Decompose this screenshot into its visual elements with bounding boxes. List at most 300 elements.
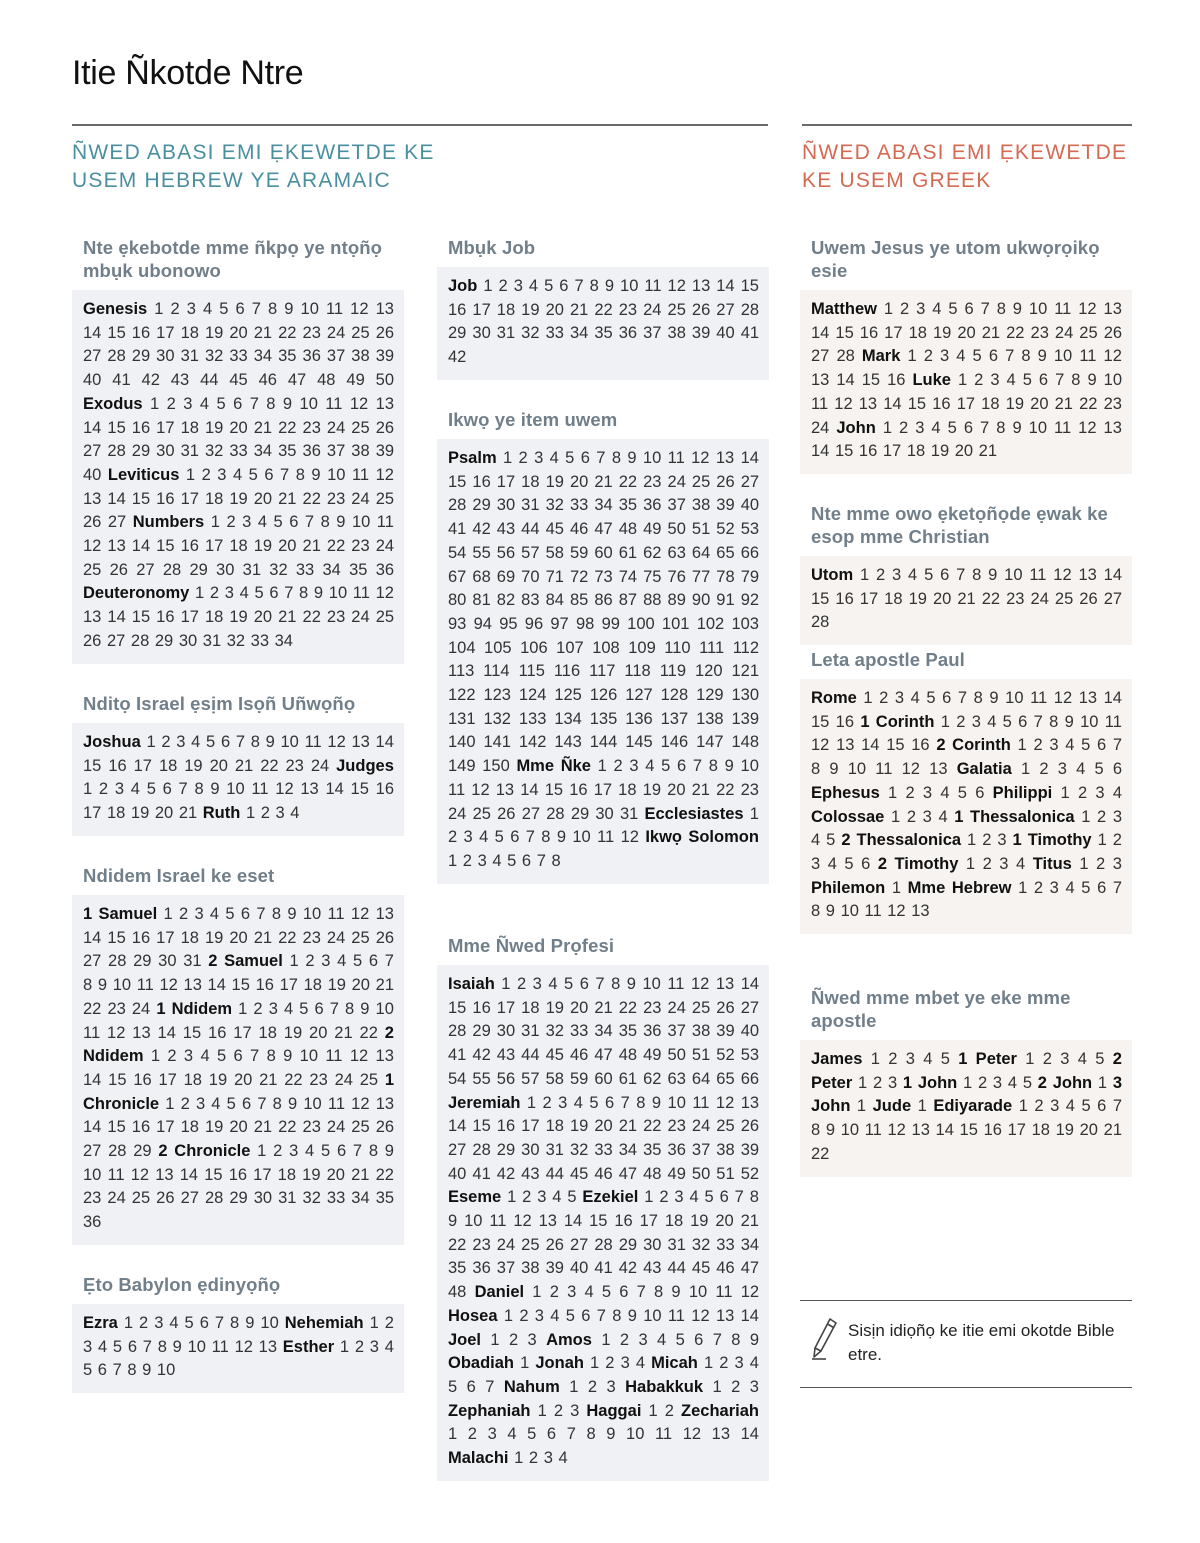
chapter-number[interactable]: 11 xyxy=(304,733,322,751)
chapter-number[interactable]: 11 xyxy=(1029,566,1047,584)
chapter-number[interactable]: 2 xyxy=(167,1047,177,1066)
chapter-number[interactable]: 13 xyxy=(375,1047,394,1066)
chapter-number[interactable]: 18 xyxy=(981,394,1000,413)
chapter-number[interactable]: 11 xyxy=(864,902,882,921)
chapter-number[interactable]: 11 xyxy=(107,1165,125,1184)
chapter-number[interactable]: 20 xyxy=(569,472,589,491)
chapter-number[interactable]: 6 xyxy=(677,757,687,776)
chapter-number[interactable]: 28 xyxy=(836,347,855,366)
chapter-number[interactable]: 8 xyxy=(320,513,330,532)
chapter-number[interactable]: 9 xyxy=(606,1425,616,1444)
chapter-number[interactable]: 14 xyxy=(1103,566,1123,584)
chapter-number[interactable]: 63 xyxy=(667,1069,686,1088)
chapter-number[interactable]: 22 xyxy=(278,418,297,437)
chapter-number[interactable]: 2 xyxy=(519,1306,529,1325)
chapter-number[interactable]: 15 xyxy=(107,1118,126,1137)
chapter-number[interactable]: 13 xyxy=(132,1023,151,1042)
chapter-number[interactable]: 50 xyxy=(691,1164,711,1183)
chapter-number[interactable]: 60 xyxy=(594,543,613,562)
chapter-number[interactable]: 5 xyxy=(254,584,264,603)
chapter-number[interactable]: 1 xyxy=(532,1283,542,1302)
chapter-number[interactable]: 109 xyxy=(628,638,656,657)
chapter-number[interactable]: 10 xyxy=(620,277,639,295)
chapter-number[interactable]: 17 xyxy=(1007,1121,1026,1140)
chapter-number[interactable]: 7 xyxy=(596,449,606,467)
chapter-number[interactable]: 13 xyxy=(836,736,855,755)
chapter-number[interactable]: 22 xyxy=(278,323,297,342)
chapter-number[interactable]: 8 xyxy=(996,300,1006,318)
book-name[interactable]: Joshua xyxy=(83,733,141,751)
chapter-number[interactable]: 13 xyxy=(375,905,394,923)
book-name[interactable]: Job xyxy=(448,277,478,295)
book-name[interactable]: 1 John xyxy=(902,1073,958,1092)
chapter-number[interactable]: 25 xyxy=(351,323,370,342)
chapter-number[interactable]: 13 xyxy=(495,780,515,799)
chapter-number[interactable]: 19 xyxy=(283,1023,303,1042)
chapter-number[interactable]: 53 xyxy=(740,1046,760,1065)
chapter-number[interactable]: 102 xyxy=(696,614,725,633)
chapter-number[interactable]: 33 xyxy=(594,1140,613,1159)
chapter-number[interactable]: 14 xyxy=(83,418,102,437)
chapter-number[interactable]: 135 xyxy=(589,709,618,728)
chapter-number[interactable]: 10 xyxy=(1005,689,1024,707)
chapter-number[interactable]: 29 xyxy=(189,560,208,579)
chapter-number[interactable]: 4 xyxy=(200,1047,210,1066)
chapter-number[interactable]: 11 xyxy=(83,1023,101,1042)
chapter-number[interactable]: 32 xyxy=(691,1235,711,1254)
chapter-number[interactable]: 3 xyxy=(477,851,487,870)
chapter-number[interactable]: 2 xyxy=(139,1314,149,1332)
chapter-number[interactable]: 19 xyxy=(642,780,662,799)
chapter-number[interactable]: 7 xyxy=(734,1188,744,1207)
chapter-number[interactable]: 29 xyxy=(131,442,151,461)
chapter-number[interactable]: 11 xyxy=(325,394,343,413)
chapter-number[interactable]: 3 xyxy=(532,975,542,993)
chapter-number[interactable]: 35 xyxy=(349,560,368,579)
chapter-number[interactable]: 35 xyxy=(643,1140,662,1159)
chapter-number[interactable]: 32 xyxy=(226,631,246,650)
chapter-number[interactable]: 29 xyxy=(570,804,590,823)
chapter-number[interactable]: 15 xyxy=(448,472,467,491)
chapter-number[interactable]: 10 xyxy=(1103,371,1122,390)
chapter-number[interactable]: 4 xyxy=(191,733,201,751)
chapter-number[interactable]: 18 xyxy=(521,472,540,491)
chapter-number[interactable]: 22 xyxy=(83,999,102,1018)
chapter-number[interactable]: 61 xyxy=(618,543,638,562)
chapter-number[interactable]: 62 xyxy=(643,543,662,562)
chapter-number[interactable]: 9 xyxy=(627,1306,637,1325)
chapter-number[interactable]: 9 xyxy=(288,1094,298,1113)
chapter-number[interactable]: 7 xyxy=(957,689,968,707)
chapter-number[interactable]: 1 xyxy=(749,804,759,823)
chapter-number[interactable]: 15 xyxy=(835,323,854,342)
chapter-number[interactable]: 3 xyxy=(114,780,125,799)
chapter-number[interactable]: 10 xyxy=(847,760,867,779)
chapter-number[interactable]: 3 xyxy=(811,854,821,873)
chapter-number[interactable]: 20 xyxy=(233,1070,253,1089)
chapter-number[interactable]: 24 xyxy=(496,1235,516,1254)
chapter-number[interactable]: 8 xyxy=(586,1425,596,1444)
chapter-number[interactable]: 23 xyxy=(351,537,370,556)
chapter-number[interactable]: 138 xyxy=(696,709,724,728)
chapter-number[interactable]: 6 xyxy=(580,449,590,467)
chapter-number[interactable]: 49 xyxy=(643,1046,662,1065)
chapter-number[interactable]: 24 xyxy=(326,418,346,437)
chapter-number[interactable]: 146 xyxy=(660,733,689,752)
chapter-number[interactable]: 29 xyxy=(448,324,467,343)
chapter-number[interactable]: 35 xyxy=(375,1189,395,1208)
chapter-number[interactable]: 5 xyxy=(567,1188,577,1207)
chapter-number[interactable]: 86 xyxy=(594,591,613,610)
chapter-number[interactable]: 12 xyxy=(691,1306,710,1325)
chapter-number[interactable]: 42 xyxy=(618,1259,638,1278)
chapter-number[interactable]: 4 xyxy=(337,952,347,971)
chapter-number[interactable]: 7 xyxy=(256,905,266,923)
chapter-number[interactable]: 5 xyxy=(352,952,363,971)
chapter-number[interactable]: 8 xyxy=(266,1047,276,1066)
chapter-number[interactable]: 12 xyxy=(834,394,853,413)
chapter-number[interactable]: 6 xyxy=(1097,736,1107,755)
chapter-number[interactable]: 3 xyxy=(940,347,950,366)
chapter-number[interactable]: 13 xyxy=(183,976,202,995)
chapter-number[interactable]: 13 xyxy=(351,733,370,751)
chapter-number[interactable]: 26 xyxy=(375,418,395,437)
chapter-number[interactable]: 7 xyxy=(329,999,339,1018)
chapter-number[interactable]: 29 xyxy=(496,1140,516,1159)
chapter-number[interactable]: 2 xyxy=(1033,878,1044,897)
chapter-number[interactable]: 24 xyxy=(691,1117,711,1136)
chapter-number[interactable]: 35 xyxy=(278,347,297,366)
chapter-number[interactable]: 16 xyxy=(835,712,855,731)
book-name[interactable]: Ezekiel xyxy=(582,1188,639,1207)
chapter-number[interactable]: 48 xyxy=(643,1164,662,1183)
chapter-number[interactable]: 16 xyxy=(472,472,491,491)
chapter-number[interactable]: 4 xyxy=(558,1449,568,1468)
chapter-number[interactable]: 13 xyxy=(258,1337,278,1356)
chapter-number[interactable]: 2 xyxy=(161,733,171,751)
chapter-number[interactable]: 2 xyxy=(180,1094,190,1113)
chapter-number[interactable]: 16 xyxy=(472,998,491,1017)
chapter-number[interactable]: 40 xyxy=(740,496,760,515)
chapter-number[interactable]: 21 xyxy=(234,756,254,775)
chapter-number[interactable]: 17 xyxy=(884,323,903,342)
chapter-number[interactable]: 14 xyxy=(375,733,394,751)
chapter-number[interactable]: 18 xyxy=(277,1165,297,1184)
chapter-number[interactable]: 12 xyxy=(349,394,369,413)
chapter-number[interactable]: 3 xyxy=(1049,736,1059,755)
chapter-number[interactable]: 5 xyxy=(565,1306,575,1325)
chapter-number[interactable]: 8 xyxy=(272,1094,282,1113)
chapter-number[interactable]: 11 xyxy=(597,828,615,847)
chapter-number[interactable]: 9 xyxy=(829,760,839,779)
chapter-number[interactable]: 11 xyxy=(327,905,345,923)
chapter-number[interactable]: 20 xyxy=(715,1212,734,1231)
book-name[interactable]: Matthew xyxy=(811,300,877,318)
chapter-number[interactable]: 5 xyxy=(1081,1097,1091,1116)
chapter-number[interactable]: 9 xyxy=(313,584,324,603)
chapter-number[interactable]: 122 xyxy=(448,686,476,705)
chapter-number[interactable]: 3 xyxy=(183,394,193,413)
book-name[interactable]: 1 Chronicle xyxy=(83,1070,395,1113)
chapter-number[interactable]: 39 xyxy=(545,1259,564,1278)
chapter-number[interactable]: 9 xyxy=(282,394,293,413)
chapter-number[interactable]: 26 xyxy=(1079,589,1098,608)
chapter-number[interactable]: 3 xyxy=(922,783,933,802)
chapter-number[interactable]: 1 xyxy=(369,1314,379,1332)
chapter-number[interactable]: 16 xyxy=(496,1117,516,1136)
chapter-number[interactable]: 4 xyxy=(1065,878,1075,897)
chapter-number[interactable]: 24 xyxy=(811,418,830,437)
book-name[interactable]: 2 Ndidem xyxy=(83,1023,394,1066)
chapter-number[interactable]: 6 xyxy=(269,584,279,603)
chapter-number[interactable]: 6 xyxy=(220,733,231,751)
chapter-number[interactable]: 3 xyxy=(321,952,331,971)
chapter-number[interactable]: 8 xyxy=(541,828,551,847)
chapter-number[interactable]: 13 xyxy=(929,760,948,779)
chapter-number[interactable]: 23 xyxy=(1006,589,1025,608)
chapter-number[interactable]: 32 xyxy=(521,324,540,343)
chapter-number[interactable]: 3 xyxy=(224,584,234,603)
chapter-number[interactable]: 101 xyxy=(661,614,690,633)
chapter-number[interactable]: 30 xyxy=(496,1022,516,1041)
book-name[interactable]: Leviticus xyxy=(107,465,180,484)
chapter-number[interactable]: 14 xyxy=(83,323,102,342)
chapter-number[interactable]: 3 xyxy=(534,449,544,467)
chapter-number[interactable]: 19 xyxy=(521,300,540,319)
chapter-number[interactable]: 10 xyxy=(303,1094,322,1113)
chapter-number[interactable]: 10 xyxy=(299,394,318,413)
chapter-number[interactable]: 14 xyxy=(563,1212,583,1231)
chapter-number[interactable]: 4 xyxy=(827,854,837,873)
chapter-number[interactable]: 6 xyxy=(241,1094,252,1113)
chapter-number[interactable]: 8 xyxy=(731,1330,741,1349)
chapter-number[interactable]: 37 xyxy=(691,1140,711,1159)
chapter-number[interactable]: 2 xyxy=(977,1073,988,1092)
chapter-number[interactable]: 90 xyxy=(691,591,711,610)
chapter-number[interactable]: 5 xyxy=(216,1047,227,1066)
chapter-number[interactable]: 17 xyxy=(156,928,175,947)
chapter-number[interactable]: 7 xyxy=(304,513,315,532)
chapter-number[interactable]: 13 xyxy=(715,449,735,467)
chapter-number[interactable]: 10 xyxy=(226,780,245,799)
chapter-number[interactable]: 5 xyxy=(248,465,258,484)
book-name[interactable]: Mme Hebrew xyxy=(907,878,1012,897)
chapter-number[interactable]: 11 xyxy=(864,1121,882,1140)
chapter-number[interactable]: 16 xyxy=(835,589,854,608)
book-name[interactable]: 1 Samuel xyxy=(83,905,158,923)
chapter-number[interactable]: 20 xyxy=(954,442,974,461)
book-name[interactable]: Mme Ñke xyxy=(516,757,591,776)
chapter-number[interactable]: 13 xyxy=(911,902,930,921)
chapter-number[interactable]: 21 xyxy=(594,998,613,1017)
chapter-number[interactable]: 5 xyxy=(146,780,156,799)
chapter-number[interactable]: 5 xyxy=(494,828,504,847)
chapter-number[interactable]: 14 xyxy=(861,736,880,755)
chapter-number[interactable]: 2 xyxy=(619,1330,630,1349)
chapter-number[interactable]: 1 xyxy=(858,1073,868,1092)
chapter-number[interactable]: 10 xyxy=(840,902,859,921)
chapter-number[interactable]: 20 xyxy=(253,489,273,508)
chapter-number[interactable]: 31 xyxy=(545,1140,564,1159)
chapter-number[interactable]: 88 xyxy=(643,591,662,610)
chapter-number[interactable]: 1 xyxy=(1060,783,1070,802)
chapter-number[interactable]: 114 xyxy=(483,662,510,681)
chapter-number[interactable]: 23 xyxy=(285,756,304,775)
chapter-number[interactable]: 6 xyxy=(581,1306,591,1325)
chapter-number[interactable]: 8 xyxy=(1071,371,1081,390)
chapter-number[interactable]: 10 xyxy=(1028,300,1048,318)
chapter-number[interactable]: 8 xyxy=(811,760,821,779)
chapter-number[interactable]: 9 xyxy=(336,513,346,532)
chapter-number[interactable]: 29 xyxy=(472,1022,491,1041)
chapter-number[interactable]: 38 xyxy=(691,496,711,515)
chapter-number[interactable]: 95 xyxy=(499,614,518,633)
chapter-number[interactable]: 21 xyxy=(978,442,998,461)
chapter-number[interactable]: 9 xyxy=(1087,371,1097,390)
chapter-number[interactable]: 18 xyxy=(183,1070,202,1089)
chapter-number[interactable]: 22 xyxy=(375,1165,394,1184)
chapter-number[interactable]: 9 xyxy=(604,277,615,295)
chapter-number[interactable]: 22 xyxy=(302,608,321,627)
chapter-number[interactable]: 106 xyxy=(520,638,548,657)
chapter-number[interactable]: 21 xyxy=(178,804,198,823)
chapter-number[interactable]: 18 xyxy=(521,998,540,1017)
chapter-number[interactable]: 20 xyxy=(957,323,976,342)
chapter-number[interactable]: 52 xyxy=(716,520,735,539)
chapter-number[interactable]: 19 xyxy=(1055,1121,1074,1140)
chapter-number[interactable]: 3 xyxy=(997,831,1007,850)
chapter-number[interactable]: 1 xyxy=(860,566,870,584)
chapter-number[interactable]: 10 xyxy=(327,465,346,484)
chapter-number[interactable]: 36 xyxy=(302,442,321,461)
chapter-number[interactable]: 26 xyxy=(497,804,516,823)
chapter-number[interactable]: 31 xyxy=(496,324,516,343)
chapter-number[interactable]: 6 xyxy=(619,1283,629,1302)
chapter-number[interactable]: 13 xyxy=(740,1093,760,1112)
chapter-number[interactable]: 5 xyxy=(1081,878,1091,897)
chapter-number[interactable]: 10 xyxy=(328,584,348,603)
chapter-number[interactable]: 18 xyxy=(618,780,637,799)
chapter-number[interactable]: 57 xyxy=(521,543,540,562)
chapter-number[interactable]: 6 xyxy=(264,465,274,484)
chapter-number[interactable]: 11 xyxy=(351,465,370,484)
chapter-number[interactable]: 8 xyxy=(345,999,355,1018)
chapter-number[interactable]: 2 xyxy=(906,807,916,826)
chapter-number[interactable]: 15 xyxy=(131,489,151,508)
chapter-number[interactable]: 8 xyxy=(654,1283,664,1302)
chapter-number[interactable]: 31 xyxy=(242,560,262,579)
chapter-number[interactable]: 116 xyxy=(553,662,581,681)
chapter-number[interactable]: 65 xyxy=(716,1069,735,1088)
chapter-number[interactable]: 12 xyxy=(375,584,394,603)
chapter-number[interactable]: 21 xyxy=(278,608,297,627)
chapter-number[interactable]: 21 xyxy=(302,537,321,556)
chapter-number[interactable]: 8 xyxy=(972,566,982,584)
chapter-number[interactable]: 16 xyxy=(932,394,951,413)
chapter-number[interactable]: 7 xyxy=(178,780,188,799)
book-name[interactable]: Psalm xyxy=(448,449,497,467)
chapter-number[interactable]: 1 xyxy=(863,689,873,707)
chapter-number[interactable]: 8 xyxy=(127,1361,137,1380)
chapter-number[interactable]: 84 xyxy=(545,591,564,610)
chapter-number[interactable]: 31 xyxy=(521,1022,540,1041)
chapter-number[interactable]: 26 xyxy=(545,1235,564,1254)
chapter-number[interactable]: 23 xyxy=(643,998,662,1017)
chapter-number[interactable]: 5 xyxy=(527,1425,537,1444)
chapter-number[interactable]: 37 xyxy=(667,1022,686,1041)
chapter-number[interactable]: 60 xyxy=(594,1069,613,1088)
chapter-number[interactable]: 15 xyxy=(83,756,102,775)
chapter-number[interactable]: 12 xyxy=(887,902,906,921)
chapter-number[interactable]: 4 xyxy=(1076,760,1086,779)
chapter-number[interactable]: 27 xyxy=(448,1140,467,1159)
chapter-number[interactable]: 11 xyxy=(211,1337,229,1356)
chapter-number[interactable]: 5 xyxy=(675,1330,685,1349)
chapter-number[interactable]: 13 xyxy=(538,1212,557,1231)
chapter-number[interactable]: 14 xyxy=(179,1165,199,1184)
chapter-number[interactable]: 4 xyxy=(932,300,942,318)
chapter-number[interactable]: 21 xyxy=(375,976,394,995)
chapter-number[interactable]: 9 xyxy=(142,1361,152,1380)
chapter-number[interactable]: 18 xyxy=(664,1212,684,1231)
chapter-number[interactable]: 19 xyxy=(908,589,927,608)
chapter-number[interactable]: 16 xyxy=(255,976,274,995)
chapter-number[interactable]: 18 xyxy=(496,300,516,319)
chapter-number[interactable]: 131 xyxy=(448,709,476,728)
chapter-number[interactable]: 10 xyxy=(112,976,132,995)
chapter-number[interactable]: 27 xyxy=(1103,589,1123,608)
chapter-number[interactable]: 12 xyxy=(682,1425,702,1444)
chapter-number[interactable]: 39 xyxy=(716,1022,735,1041)
chapter-number[interactable]: 1 xyxy=(195,584,205,603)
chapter-number[interactable]: 1 xyxy=(891,807,901,826)
chapter-number[interactable]: 7 xyxy=(1033,712,1043,731)
chapter-number[interactable]: 4 xyxy=(940,783,950,802)
chapter-number[interactable]: 3 xyxy=(894,689,905,707)
chapter-number[interactable]: 7 xyxy=(142,1337,152,1356)
chapter-number[interactable]: 6 xyxy=(559,277,569,295)
chapter-number[interactable]: 47 xyxy=(618,1164,638,1183)
chapter-number[interactable]: 14 xyxy=(83,928,102,947)
book-name[interactable]: Luke xyxy=(912,371,951,390)
chapter-number[interactable]: 45 xyxy=(545,1046,564,1065)
chapter-number[interactable]: 2 xyxy=(166,394,176,413)
chapter-number[interactable]: 27 xyxy=(83,952,102,971)
chapter-number[interactable]: 22 xyxy=(278,928,297,947)
chapter-number[interactable]: 1 xyxy=(1018,1097,1028,1116)
chapter-number[interactable]: 22 xyxy=(302,489,321,508)
chapter-number[interactable]: 6 xyxy=(975,783,985,802)
chapter-number[interactable]: 8 xyxy=(268,300,278,318)
chapter-number[interactable]: 28 xyxy=(594,1235,613,1254)
chapter-number[interactable]: 44 xyxy=(521,1046,540,1065)
chapter-number[interactable]: 12 xyxy=(275,780,294,799)
chapter-number[interactable]: 3 xyxy=(749,1377,759,1396)
chapter-number[interactable]: 16 xyxy=(156,608,175,627)
chapter-number[interactable]: 21 xyxy=(278,489,297,508)
chapter-number[interactable]: 1 xyxy=(289,952,299,971)
chapter-number[interactable]: 16 xyxy=(208,1023,227,1042)
chapter-number[interactable]: 25 xyxy=(351,1118,370,1137)
chapter-number[interactable]: 1 xyxy=(238,999,248,1018)
chapter-number[interactable]: 19 xyxy=(204,1118,224,1137)
chapter-number[interactable]: 9 xyxy=(671,1283,681,1302)
chapter-number[interactable]: 11 xyxy=(325,300,344,318)
chapter-number[interactable]: 19 xyxy=(327,976,346,995)
chapter-number[interactable]: 8 xyxy=(271,905,282,923)
chapter-number[interactable]: 9 xyxy=(360,999,370,1018)
chapter-number[interactable]: 33 xyxy=(569,1022,589,1041)
